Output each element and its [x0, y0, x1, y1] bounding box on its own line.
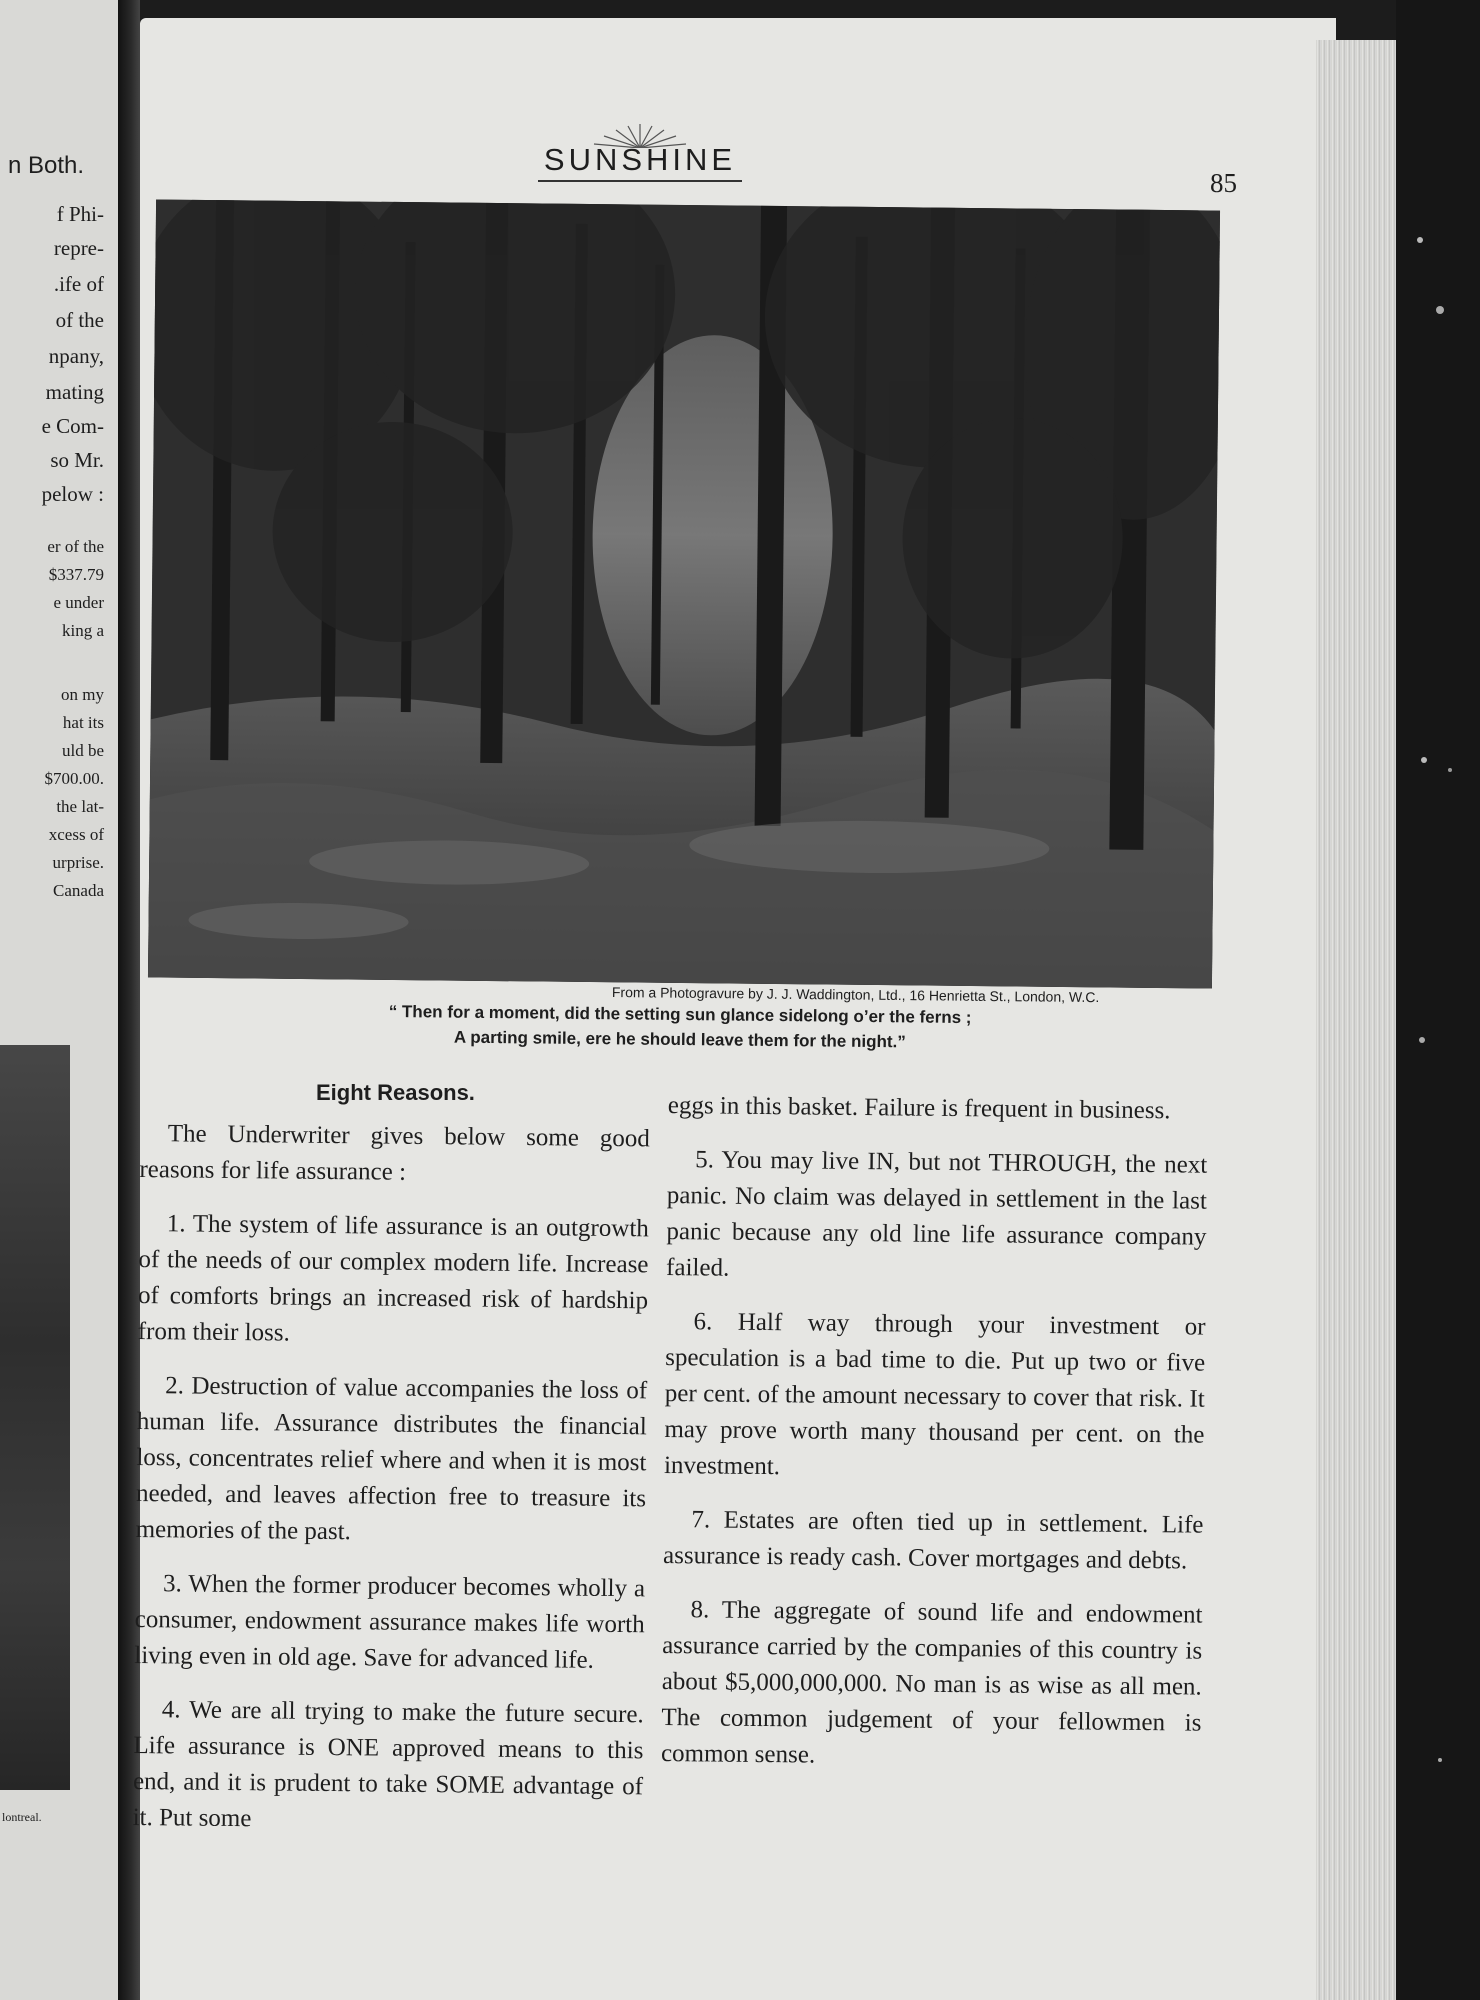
left-page-line: npany, [48, 344, 104, 368]
reason-4: 4. We are all trying to make the future secure. Life assurance is ONE approved means to this end, and it is prudent to take SOME advantage of it. Put some [132, 1696, 644, 1833]
left-page-line: hat its [62, 713, 104, 732]
left-page-line: urprise. [52, 853, 104, 872]
left-page-line: er of the [47, 537, 104, 556]
masthead [480, 122, 800, 182]
left-page-line: .ife of [53, 272, 104, 296]
left-page-line: xcess of [48, 825, 104, 844]
page-edges [1316, 40, 1396, 2000]
reason-3: 3. When the former producer becomes wholly a consumer, endowment assurance makes life worth living even in old age. Save for advanced life. [134, 1570, 646, 1674]
reason-8: 8. The aggregate of sound life and endowment assurance carried by the companies of this country is about $5,000,000,000. No man is as wise as all men. The common judgement of your fellowmen is common sense. [660, 1596, 1203, 1769]
left-page-line: pelow : [41, 482, 104, 506]
reason-1: 1. The system of life assurance is an outgrowth of the needs of our complex modern life. Increase of comforts brings an increased risk of hardship from their loss. [137, 1210, 649, 1347]
masthead-title: SUNSHINE [538, 142, 742, 182]
left-page-line: repre- [53, 236, 104, 260]
left-page-line: so Mr. [50, 448, 104, 472]
left-page-fragment [0, 0, 118, 2000]
left-page-line: Canada [53, 881, 104, 900]
left-page-line: $337.79 [48, 565, 104, 584]
page-number: 85 [1210, 168, 1237, 198]
photo-caption-line-1: “ Then for a moment, did the setting sun glance sidelong o’er the ferns ; [388, 1001, 972, 1028]
reason-7: 7. Estates are often tied up in settlement. Life assurance is ready cash. Cover mortgages and debts. [662, 1506, 1204, 1575]
photo-credit: From a Photogravure by J. J. Waddington, Ltd., 16 Henrietta St., London, W.C. [611, 984, 1100, 1006]
left-page-line: king a [61, 621, 104, 640]
forest-photograph [148, 199, 1220, 988]
left-page-line: e under [53, 593, 104, 612]
forest-scene [148, 199, 1220, 988]
article-heading: Eight Reasons. [316, 1080, 475, 1105]
left-page-line: f Phi- [56, 202, 104, 226]
reason-2: 2. Destruction of value accompanies the loss of human life. Assurance distributes the financial loss, concentrates relief where and when it is most needed, and leaves affection free to treasure its memories of the past. [135, 1372, 648, 1546]
left-page-title: n Both. [8, 152, 85, 179]
left-page-photo [0, 1045, 70, 1790]
left-page-line: mating [45, 380, 104, 404]
left-page-line: of the [55, 308, 104, 332]
photo-caption [300, 998, 1060, 1056]
article-column-left [132, 1116, 650, 1859]
left-page-photo-caption: lontreal. [2, 1810, 42, 1824]
reason-4-continued: eggs in this basket. Failure is frequent in business. [667, 1091, 1171, 1125]
left-page-line: e Com- [41, 414, 104, 438]
left-page-line: on my [61, 685, 104, 704]
left-page-line: uld be [61, 741, 104, 760]
left-page-line: the lat- [56, 797, 104, 816]
photo-caption-line-2: A parting smile, ere he should leave them for the night.” [453, 1027, 906, 1052]
left-page-line: $700.00. [44, 769, 104, 788]
reason-6: 6. Half way through your investment or speculation is a bad time to die. Put up two or five per cent. of the amount necessary to cover that risk. It may prove worth many thousand per cent. on the investment. [663, 1308, 1206, 1481]
reason-5: 5. You may live IN, but not THROUGH, the next panic. No claim was delayed in settlement in the last panic because any old line life assurance company failed. [665, 1146, 1208, 1282]
article-intro: The Underwriter gives below some good reasons for life assurance : [139, 1120, 650, 1186]
dust-specks [1410, 0, 1480, 2000]
article-column-right [661, 1088, 1208, 1796]
